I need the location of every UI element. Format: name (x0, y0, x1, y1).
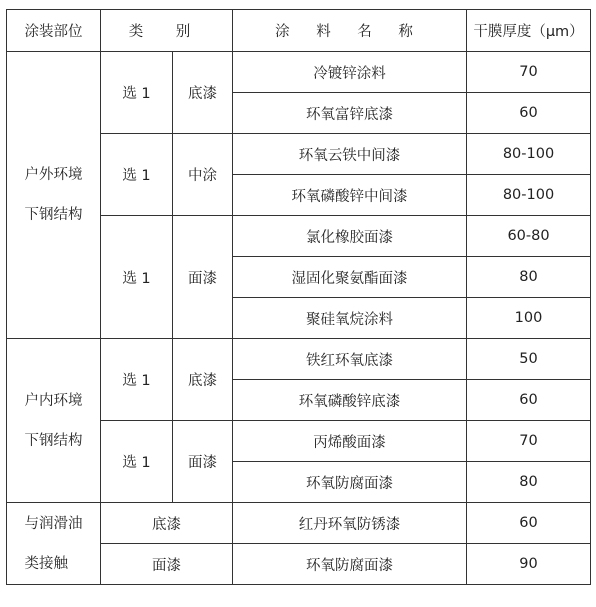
location-cell-indoor (7, 339, 101, 503)
table-row (7, 339, 591, 380)
select-cell: 选 1 (101, 339, 173, 421)
thickness-cell: 80-100 (467, 175, 591, 216)
coating-name-cell: 环氧防腐面漆 (233, 462, 467, 503)
thickness-cell: 80 (467, 257, 591, 298)
coating-name-cell: 氯化橡胶面漆 (233, 216, 467, 257)
coat-type-cell: 底漆 (173, 52, 233, 134)
coating-name-cell: 铁红环氧底漆 (233, 339, 467, 380)
coat-type-cell: 底漆 (101, 503, 233, 544)
coating-name-cell: 环氧富锌底漆 (233, 93, 467, 134)
coating-name-cell: 冷镀锌涂料 (233, 52, 467, 93)
location-cell-outdoor (7, 52, 101, 339)
select-cell: 选 1 (101, 134, 173, 216)
coat-type-cell: 面漆 (173, 421, 233, 503)
header-category: 类 别 (101, 10, 233, 52)
thickness-cell: 70 (467, 52, 591, 93)
header-location: 涂装部位 (7, 10, 101, 52)
header-coating-name: 涂 料 名 称 (233, 10, 467, 52)
thickness-cell: 70 (467, 421, 591, 462)
location-cell-lubricant (7, 503, 101, 585)
coating-spec-table (6, 9, 591, 585)
table-header-row (7, 10, 591, 52)
location-line: 户内环境 (24, 392, 83, 409)
coating-name-cell: 环氧磷酸锌中间漆 (233, 175, 467, 216)
thickness-cell: 100 (467, 298, 591, 339)
location-line: 下钢结构 (24, 207, 83, 223)
coat-type-cell: 中涂 (173, 134, 233, 216)
select-cell: 选 1 (101, 216, 173, 339)
select-cell: 选 1 (101, 421, 173, 503)
coating-name-cell: 环氧磷酸锌底漆 (233, 380, 467, 421)
coating-name-cell: 聚硅氧烷涂料 (233, 298, 467, 339)
thickness-cell: 90 (467, 544, 591, 585)
coat-type-cell: 面漆 (101, 544, 233, 585)
location-line: 户外环境 (24, 167, 83, 183)
coating-name-cell: 湿固化聚氨酯面漆 (233, 257, 467, 298)
thickness-cell: 60 (467, 503, 591, 544)
select-cell: 选 1 (101, 52, 173, 134)
coating-name-cell: 红丹环氧防锈漆 (233, 503, 467, 544)
thickness-cell: 60 (467, 380, 591, 421)
location-line: 类接触 (24, 555, 68, 572)
coat-type-cell: 面漆 (173, 216, 233, 339)
thickness-cell: 50 (467, 339, 591, 380)
header-thickness: 干膜厚度（μm） (467, 10, 591, 52)
thickness-cell: 80 (467, 462, 591, 503)
location-line: 与润滑油 (24, 515, 83, 532)
coat-type-cell: 底漆 (173, 339, 233, 421)
coating-name-cell: 环氧云铁中间漆 (233, 134, 467, 175)
thickness-cell: 60 (467, 93, 591, 134)
thickness-cell: 60-80 (467, 216, 591, 257)
coating-name-cell: 丙烯酸面漆 (233, 421, 467, 462)
thickness-cell: 80-100 (467, 134, 591, 175)
table-row (7, 503, 591, 544)
coating-name-cell: 环氧防腐面漆 (233, 544, 467, 585)
location-line: 下钢结构 (24, 432, 83, 449)
table-row (7, 52, 591, 93)
